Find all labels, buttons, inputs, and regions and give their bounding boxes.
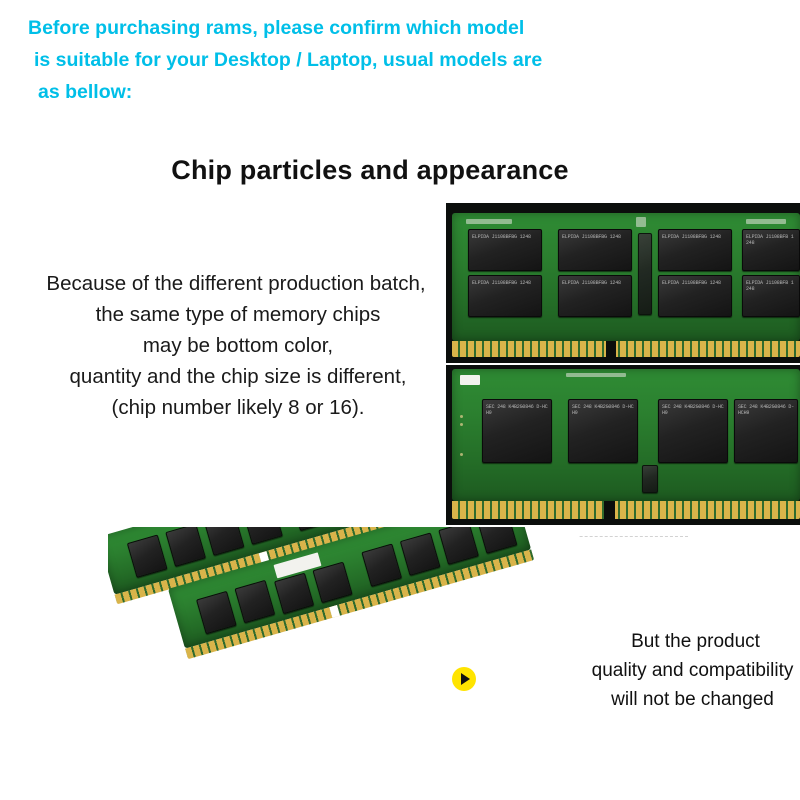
memory-chip: SEC 248 K4B2G0846 D-HCH9 xyxy=(658,399,728,463)
key-notch xyxy=(604,501,615,519)
spd-chip xyxy=(642,465,658,493)
solder-pad xyxy=(460,453,463,456)
silkscreen-mark xyxy=(566,373,626,377)
silkscreen-mark xyxy=(466,219,512,224)
spd-chip xyxy=(638,233,652,315)
gold-finger-contacts xyxy=(452,341,800,357)
key-notch xyxy=(606,341,616,357)
memory-chip: ELPIDA J1108BFBG 1248 xyxy=(658,275,732,317)
description-paragraph xyxy=(28,268,448,423)
memory-chip: SEC 248 K4B2G0846 D-HCH9 xyxy=(482,399,552,463)
memory-chip: ELPIDA J1108BFB 1248 xyxy=(742,275,800,317)
statement-line-3: will not be changed xyxy=(611,689,774,710)
notice-line-2: is suitable for your Desktop / Laptop, usual models are xyxy=(34,49,543,71)
memory-chip: ELPIDA J1108BFBG 1248 xyxy=(558,275,632,317)
description-line-4: quantity and the chip size is different, xyxy=(69,365,407,388)
memory-chip: ELPIDA J1108BFBG 1248 xyxy=(658,229,732,271)
laptop-memory-module-bottom-photo xyxy=(446,365,800,525)
solder-pad xyxy=(460,423,463,426)
purchase-notice xyxy=(28,12,768,108)
memory-chip: ELPIDA J1108BFBG 1248 xyxy=(468,229,542,271)
memory-chip: ELPIDA J1108BFBG 1248 xyxy=(468,275,542,317)
silkscreen-mark xyxy=(636,217,646,227)
description-line-3: may be bottom color, xyxy=(142,334,334,357)
notice-line-3: as bellow: xyxy=(38,81,133,103)
play-icon xyxy=(452,667,476,691)
quality-statement xyxy=(590,627,795,714)
section-title: Chip particles and appearance xyxy=(171,155,569,185)
gold-finger-contacts xyxy=(452,501,800,519)
solder-pad xyxy=(460,415,463,418)
laptop-memory-module-top-photo xyxy=(446,203,800,363)
memory-chip: ELPIDA J1108BFB 1248 xyxy=(742,229,800,271)
play-triangle xyxy=(461,673,470,685)
memory-chip: SEC 248 K4B2G0846 D-HCH9 xyxy=(734,399,798,463)
statement-line-1: But the product xyxy=(631,631,760,652)
memory-chip: SEC 248 K4B2G0846 D-HCH9 xyxy=(568,399,638,463)
module-sticker xyxy=(460,375,480,385)
description-line-5: (chip number likely 8 or 16). xyxy=(111,396,365,419)
desktop-memory-modules-photo xyxy=(108,527,578,742)
notice-line-1: Before purchasing rams, please confirm which model xyxy=(28,17,525,39)
description-line-1: Because of the different production batch, xyxy=(46,272,426,295)
description-line-2: the same type of memory chips xyxy=(95,303,381,326)
memory-chip: ELPIDA J1108BFBG 1248 xyxy=(558,229,632,271)
statement-line-2: quality and compatibility xyxy=(591,660,794,681)
silkscreen-mark xyxy=(746,219,786,224)
